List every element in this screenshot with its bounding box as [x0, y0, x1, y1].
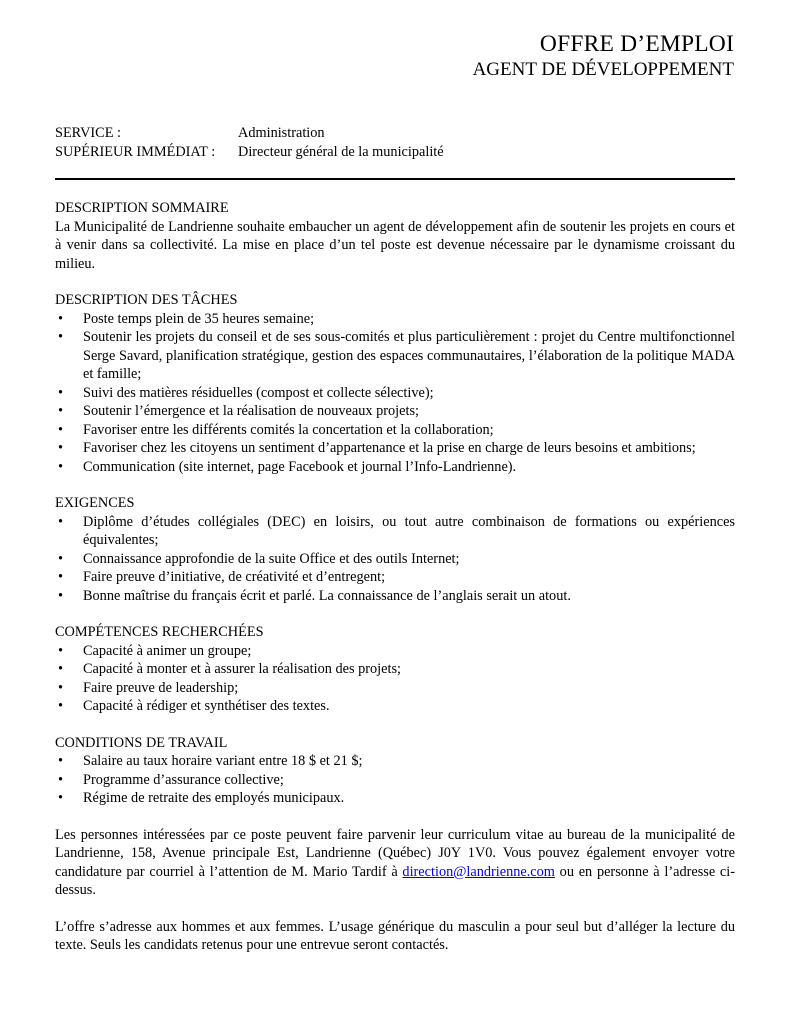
list-item: • Capacité à monter et à assurer la réalisation des projets; [55, 660, 735, 679]
list-item: • Faire preuve d’initiative, de créativité et d’entregent; [55, 568, 735, 587]
list-item: • Connaissance approfondie de la suite Office et des outils Internet; [55, 550, 735, 569]
list-item: • Diplôme d’études collégiales (DEC) en loisirs, ou tout autre combinaison de formations ou expériences équivalentes; [55, 513, 735, 550]
list-item: • Poste temps plein de 35 heures semaine; [55, 310, 735, 329]
requirements-list [55, 513, 735, 606]
title-block [473, 30, 734, 82]
document-body [55, 199, 735, 955]
application-text: Les personnes intéressées par ce poste peuvent faire parvenir leur curriculum vitae au bureau de la municipalité de Landrienne, 158, Avenue principale Est, Landrienne (Québec) J0Y 1V0. Vous pouvez également envoyer votre candidature par courriel à l’attention de M. Mario Tardif à [55, 826, 735, 880]
requirements-heading: EXIGENCES [55, 495, 135, 511]
superior-value: Directeur général de la municipalité [238, 144, 444, 160]
service-row [55, 124, 444, 143]
document-title: OFFRE D’EMPLOI [539, 31, 734, 57]
header-divider [55, 178, 735, 180]
list-item: • Faire preuve de leadership; [55, 679, 735, 698]
service-label: SERVICE : [55, 125, 121, 141]
closing-paragraph: L’offre s’adresse aux hommes et aux femmes. L’usage générique du masculin a pour seul but d’alléger la lecture du texte. Seuls les candidats retenus pour une entrevue seront contactés. [55, 918, 735, 953]
skills-section [55, 623, 735, 716]
list-item: • Favoriser entre les différents comités la concertation et la collaboration; [55, 421, 735, 440]
conditions-heading: CONDITIONS DE TRAVAIL [55, 734, 228, 751]
application-text-end: ou en personne à l’adresse ci-dessus. [55, 863, 735, 898]
list-item: • Soutenir l’émergence et la réalisation de nouveaux projets; [55, 402, 735, 421]
superior-label: SUPÉRIEUR IMMÉDIAT : [55, 144, 216, 160]
tasks-list [55, 310, 735, 477]
list-item: • Favoriser chez les citoyens un sentiment d’appartenance et la prise en charge de leurs besoins et ambitions; [55, 439, 735, 458]
service-value: Administration [238, 125, 325, 141]
list-item: • Programme d’assurance collective; [55, 771, 735, 790]
job-title: AGENT DE DÉVELOPPEMENT [472, 59, 734, 80]
summary-text: La Municipalité de Landrienne souhaite embaucher un agent de développement afin de soutenir les projets en cours et à venir dans sa collectivité. La mise en place d’un tel poste est devenue nécessaire par le dynamisme croissant du milieu. [55, 218, 735, 272]
list-item: • Régime de retraite des employés municipaux. [55, 789, 735, 808]
summary-heading: DESCRIPTION SOMMAIRE [55, 200, 229, 216]
tasks-heading: DESCRIPTION DES TÂCHES [55, 292, 238, 308]
tasks-section [55, 291, 735, 476]
list-item: • Bonne maîtrise du français écrit et parlé. La connaissance de l’anglais serait un atout. [55, 587, 735, 606]
skills-list [55, 642, 735, 716]
summary-section [55, 199, 735, 273]
email-link[interactable]: direction@landrienne.com [402, 863, 555, 880]
skills-heading: COMPÉTENCES RECHERCHÉES [55, 624, 264, 640]
superior-row [55, 143, 444, 162]
conditions-list [55, 752, 735, 808]
application-paragraph [55, 826, 735, 900]
list-item: • Capacité à rédiger et synthétiser des textes. [55, 697, 735, 716]
requirements-section [55, 494, 735, 605]
job-meta [55, 124, 444, 162]
list-item: • Suivi des matières résiduelles (compost et collecte sélective); [55, 384, 735, 403]
list-item: • Capacité à animer un groupe; [55, 642, 735, 661]
list-item: • Salaire au taux horaire variant entre 18 $ et 21 $; [55, 752, 735, 771]
list-item: • Soutenir les projets du conseil et de ses sous-comités et plus particulièrement : projet du Centre multifonctionnel Serge Savard, planification stratégique, gestion des espaces communautaires, l’élaboration de la politique MADA et famille; [55, 328, 735, 384]
conditions-section [55, 734, 735, 808]
list-item: • Communication (site internet, page Facebook et journal l’Info-Landrienne). [55, 458, 735, 477]
